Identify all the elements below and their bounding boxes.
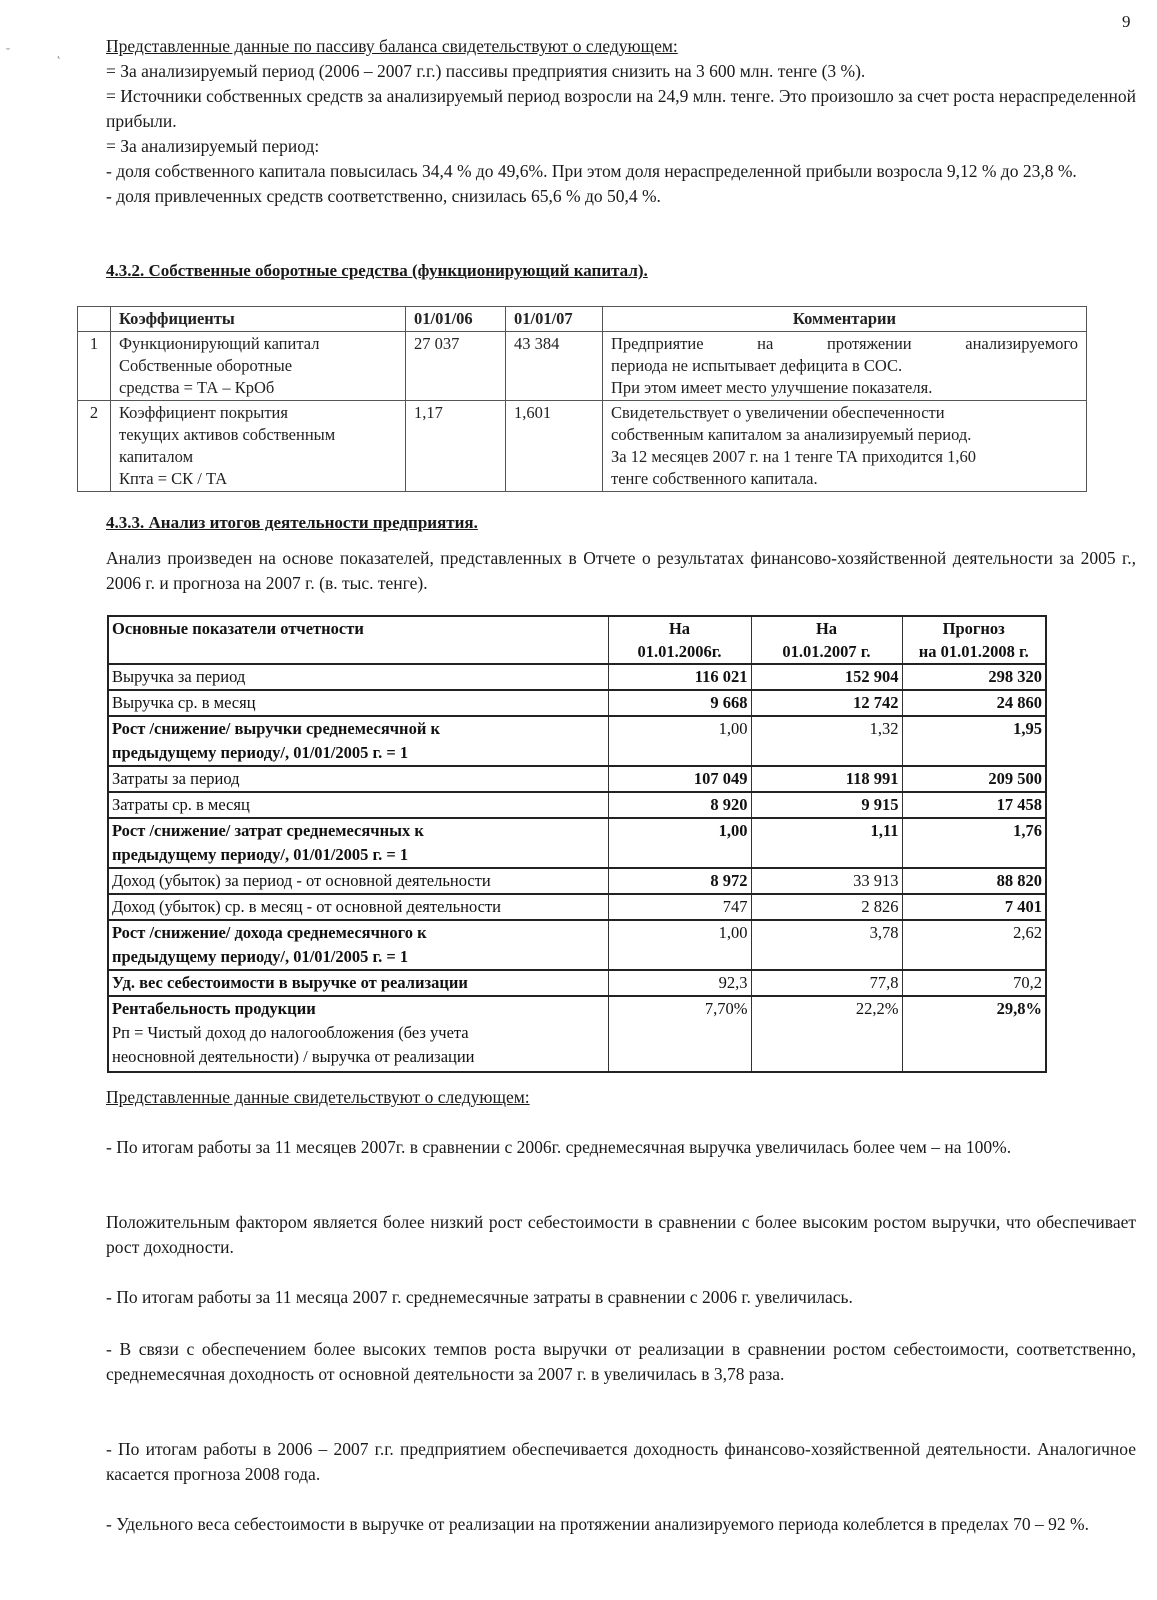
name-line: текущих активов собственным: [119, 425, 336, 444]
table-row: [108, 690, 1046, 716]
intro-line: = За анализируемый период:: [106, 136, 320, 156]
comment-line: Свидетельствует о увеличении обеспеченности: [611, 403, 945, 422]
value-2008: 24 860: [902, 690, 1046, 716]
value-2006: 1,00: [608, 920, 751, 970]
comment-line: периода не испытывает дефицита в СОС.: [611, 356, 903, 375]
value-2006: 1,17: [406, 401, 506, 492]
coefficient-name: [111, 401, 406, 492]
value-2008: 7 401: [902, 894, 1046, 920]
conclusions-heading-text: Представленные данные свидетельствуют о следующем:: [106, 1087, 530, 1107]
value-2007: 1,11: [751, 818, 902, 868]
comment-line: Предприятие на протяжении анализируемого: [611, 334, 1078, 353]
table-row: [108, 970, 1046, 996]
value-2007: 9 915: [751, 792, 902, 818]
page-number: 9: [1122, 12, 1131, 31]
balance-liabilities-summary: [106, 34, 1136, 209]
conclusion-paragraph: - В связи с обеспечением более высоких темпов роста выручки от реализации в сравнении ростом себестоимости, соответственно, среднемесячная доходность от основной деятельности за 2007 г. в увеличилась в 3,78 раза.: [106, 1339, 1136, 1384]
intro-line: - доля собственного капитала повысилась 34,4 % до 49,6%. При этом доля нераспределенной прибыли возросла 9,12 % до 23,8 %.: [106, 161, 1077, 181]
table-row: [78, 332, 1087, 401]
table-row: [108, 894, 1046, 920]
header-line: Прогноз: [942, 619, 1005, 638]
indicator-label: Выручка за период: [108, 664, 608, 690]
intro-line: - доля привлеченных средств соответственно, снизилась 65,6 % до 50,4 %.: [106, 186, 661, 206]
header-line: 01.01.2006г.: [637, 642, 722, 661]
section-433-intro: Анализ произведен на основе показателей, представленных в Отчете о результатах финансово-хозяйственной деятельности за 2005 г., 2006 г. и прогноза на 2007 г. (в. тыс. тенге).: [106, 548, 1136, 593]
indicator-label: Рост /снижение/ дохода среднемесячного к предыдущему периоду/, 01/01/2005 г. = 1: [108, 920, 608, 970]
value-2008: 70,2: [902, 970, 1046, 996]
table-row: [108, 792, 1046, 818]
intro-heading: Представленные данные по пассиву баланса свидетельствуют о следующем:: [106, 36, 678, 56]
value-2007: 43 384: [506, 332, 603, 401]
table-row: [108, 868, 1046, 894]
value-2007: 118 991: [751, 766, 902, 792]
value-2007: 33 913: [751, 868, 902, 894]
indicator-label: Доход (убыток) ср. в месяц - от основной деятельности: [108, 894, 608, 920]
indicator-label: [108, 996, 608, 1072]
indicator-label: Выручка ср. в месяц: [108, 690, 608, 716]
value-2006: 1,00: [608, 818, 751, 868]
header-2007: [751, 616, 902, 664]
scan-artifact-marks: ˘ ˛ ˘: [6, 45, 134, 59]
name-line: капиталом: [119, 447, 194, 466]
indicator-label: Затраты ср. в месяц: [108, 792, 608, 818]
table-row: [108, 716, 1046, 766]
value-2008: 1,76: [902, 818, 1046, 868]
value-2008: 29,8%: [902, 996, 1046, 1072]
indicator-title: Рентабельность продукции: [112, 999, 316, 1018]
value-2006: 1,00: [608, 716, 751, 766]
comment-line: тенге собственного капитала.: [611, 469, 818, 488]
indicator-label: Доход (убыток) за период - от основной деятельности: [108, 868, 608, 894]
row-number: 2: [78, 401, 111, 492]
value-2006: 27 037: [406, 332, 506, 401]
header-num: [78, 307, 111, 332]
comment: [603, 401, 1087, 492]
section-432-title: 4.3.2. Собственные оборотные средства (функционирующий капитал).: [106, 261, 648, 280]
comment: [603, 332, 1087, 401]
value-2007: 152 904: [751, 664, 902, 690]
name-line: Коэффициент покрытия: [119, 403, 288, 422]
header-line: на 01.01.2008 г.: [918, 642, 1029, 661]
indicator-label: Затраты за период: [108, 766, 608, 792]
table-header-row: [78, 307, 1087, 332]
value-2008: 1,95: [902, 716, 1046, 766]
row-number: 1: [78, 332, 111, 401]
value-2006: 92,3: [608, 970, 751, 996]
header-coefficients: Коэффициенты: [111, 307, 406, 332]
comment-line: За 12 месяцев 2007 г. на 1 тенге ТА приходится 1,60: [611, 447, 976, 466]
table-row: [108, 664, 1046, 690]
conclusion-paragraph: - По итогам работы за 11 месяца 2007 г. среднемесячные затраты в сравнении с 2006 г. увеличилась.: [106, 1287, 853, 1307]
coefficient-name: [111, 332, 406, 401]
working-capital-table: [77, 306, 1087, 492]
value-2007: 12 742: [751, 690, 902, 716]
header-comments: Комментарии: [603, 307, 1087, 332]
name-line: Функционирующий капитал: [119, 334, 320, 353]
header-line: На: [815, 619, 838, 638]
header-forecast-2008: [902, 616, 1046, 664]
table-row: [108, 996, 1046, 1072]
table-row: [108, 818, 1046, 868]
value-2006: 116 021: [608, 664, 751, 690]
table-row: [108, 766, 1046, 792]
indicator-label: Уд. вес себестоимости в выручке от реализации: [108, 970, 608, 996]
value-2006: 747: [608, 894, 751, 920]
section-433-title: 4.3.3. Анализ итогов деятельности предприятия.: [106, 513, 478, 532]
name-line: средства = ТА – КрОб: [119, 378, 275, 397]
header-line: 01.01.2007 г.: [782, 642, 871, 661]
header-2006: [608, 616, 751, 664]
value-2006: 8 920: [608, 792, 751, 818]
value-2008: 2,62: [902, 920, 1046, 970]
comment-line: собственным капиталом за анализируемый период.: [611, 425, 972, 444]
name-line: [119, 355, 397, 377]
comment-line: При этом имеет место улучшение показателя.: [611, 378, 933, 397]
value-2007: 22,2%: [751, 996, 902, 1072]
value-2007: 3,78: [751, 920, 902, 970]
value-2006: 7,70%: [608, 996, 751, 1072]
performance-indicators-table: [107, 615, 1047, 1073]
value-2008: 209 500: [902, 766, 1046, 792]
value-2007: 1,32: [751, 716, 902, 766]
value-2006: 8 972: [608, 868, 751, 894]
value-2007: 77,8: [751, 970, 902, 996]
indicator-label: Рост /снижение/ затрат среднемесячных к предыдущему периоду/, 01/01/2005 г. = 1: [108, 818, 608, 868]
table-header-row: [108, 616, 1046, 664]
value-2006: 107 049: [608, 766, 751, 792]
value-2007: 1,601: [506, 401, 603, 492]
name-text: Собственные оборотные: [119, 356, 293, 375]
value-2008: 88 820: [902, 868, 1046, 894]
value-2007: 2 826: [751, 894, 902, 920]
indicator-formula: Рп = Чистый доход до налогообложения (без учета неосновной деятельности) / выручка от реализации: [112, 1023, 475, 1066]
name-line: Кпта = СК / ТА: [119, 469, 228, 488]
indicator-label: Рост /снижение/ выручки среднемесячной к предыдущему периоду/, 01/01/2005 г. = 1: [108, 716, 608, 766]
header-2007: 01/01/07: [506, 307, 603, 332]
conclusion-paragraph: Положительным фактором является более низкий рост себестоимости в сравнении с более высоким ростом выручки, что обеспечивает рост доходности.: [106, 1212, 1136, 1257]
value-2006: 9 668: [608, 690, 751, 716]
conclusion-paragraph: - Удельного веса себестоимости в выручке от реализации на протяжении анализируемого периода колеблется в пределах 70 – 92 %.: [106, 1514, 1089, 1534]
header-line: На: [668, 619, 691, 638]
header-2006: 01/01/06: [406, 307, 506, 332]
conclusions-heading: [106, 1085, 1136, 1110]
value-2008: 298 320: [902, 664, 1046, 690]
conclusion-paragraph: - По итогам работы в 2006 – 2007 г.г. предприятием обеспечивается доходность финансово-хозяйственной деятельности. Аналогичное касается прогноза 2008 года.: [106, 1439, 1136, 1484]
header-indicator: Основные показатели отчетности: [108, 616, 608, 664]
table-row: [108, 920, 1046, 970]
intro-line: = Источники собственных средств за анализируемый период возросли на 24,9 млн. тенге. Это произошло за счет роста нераспределенной прибыли.: [106, 86, 1136, 131]
table-row: [78, 401, 1087, 492]
intro-line: = За анализируемый период (2006 – 2007 г.г.) пассивы предприятия снизить на 3 600 млн. тенге (3 %).: [106, 61, 866, 81]
value-2008: 17 458: [902, 792, 1046, 818]
conclusion-paragraph: - По итогам работы за 11 месяцев 2007г. в сравнении с 2006г. среднемесячная выручка увеличилась более чем – на 100%.: [106, 1137, 1012, 1157]
